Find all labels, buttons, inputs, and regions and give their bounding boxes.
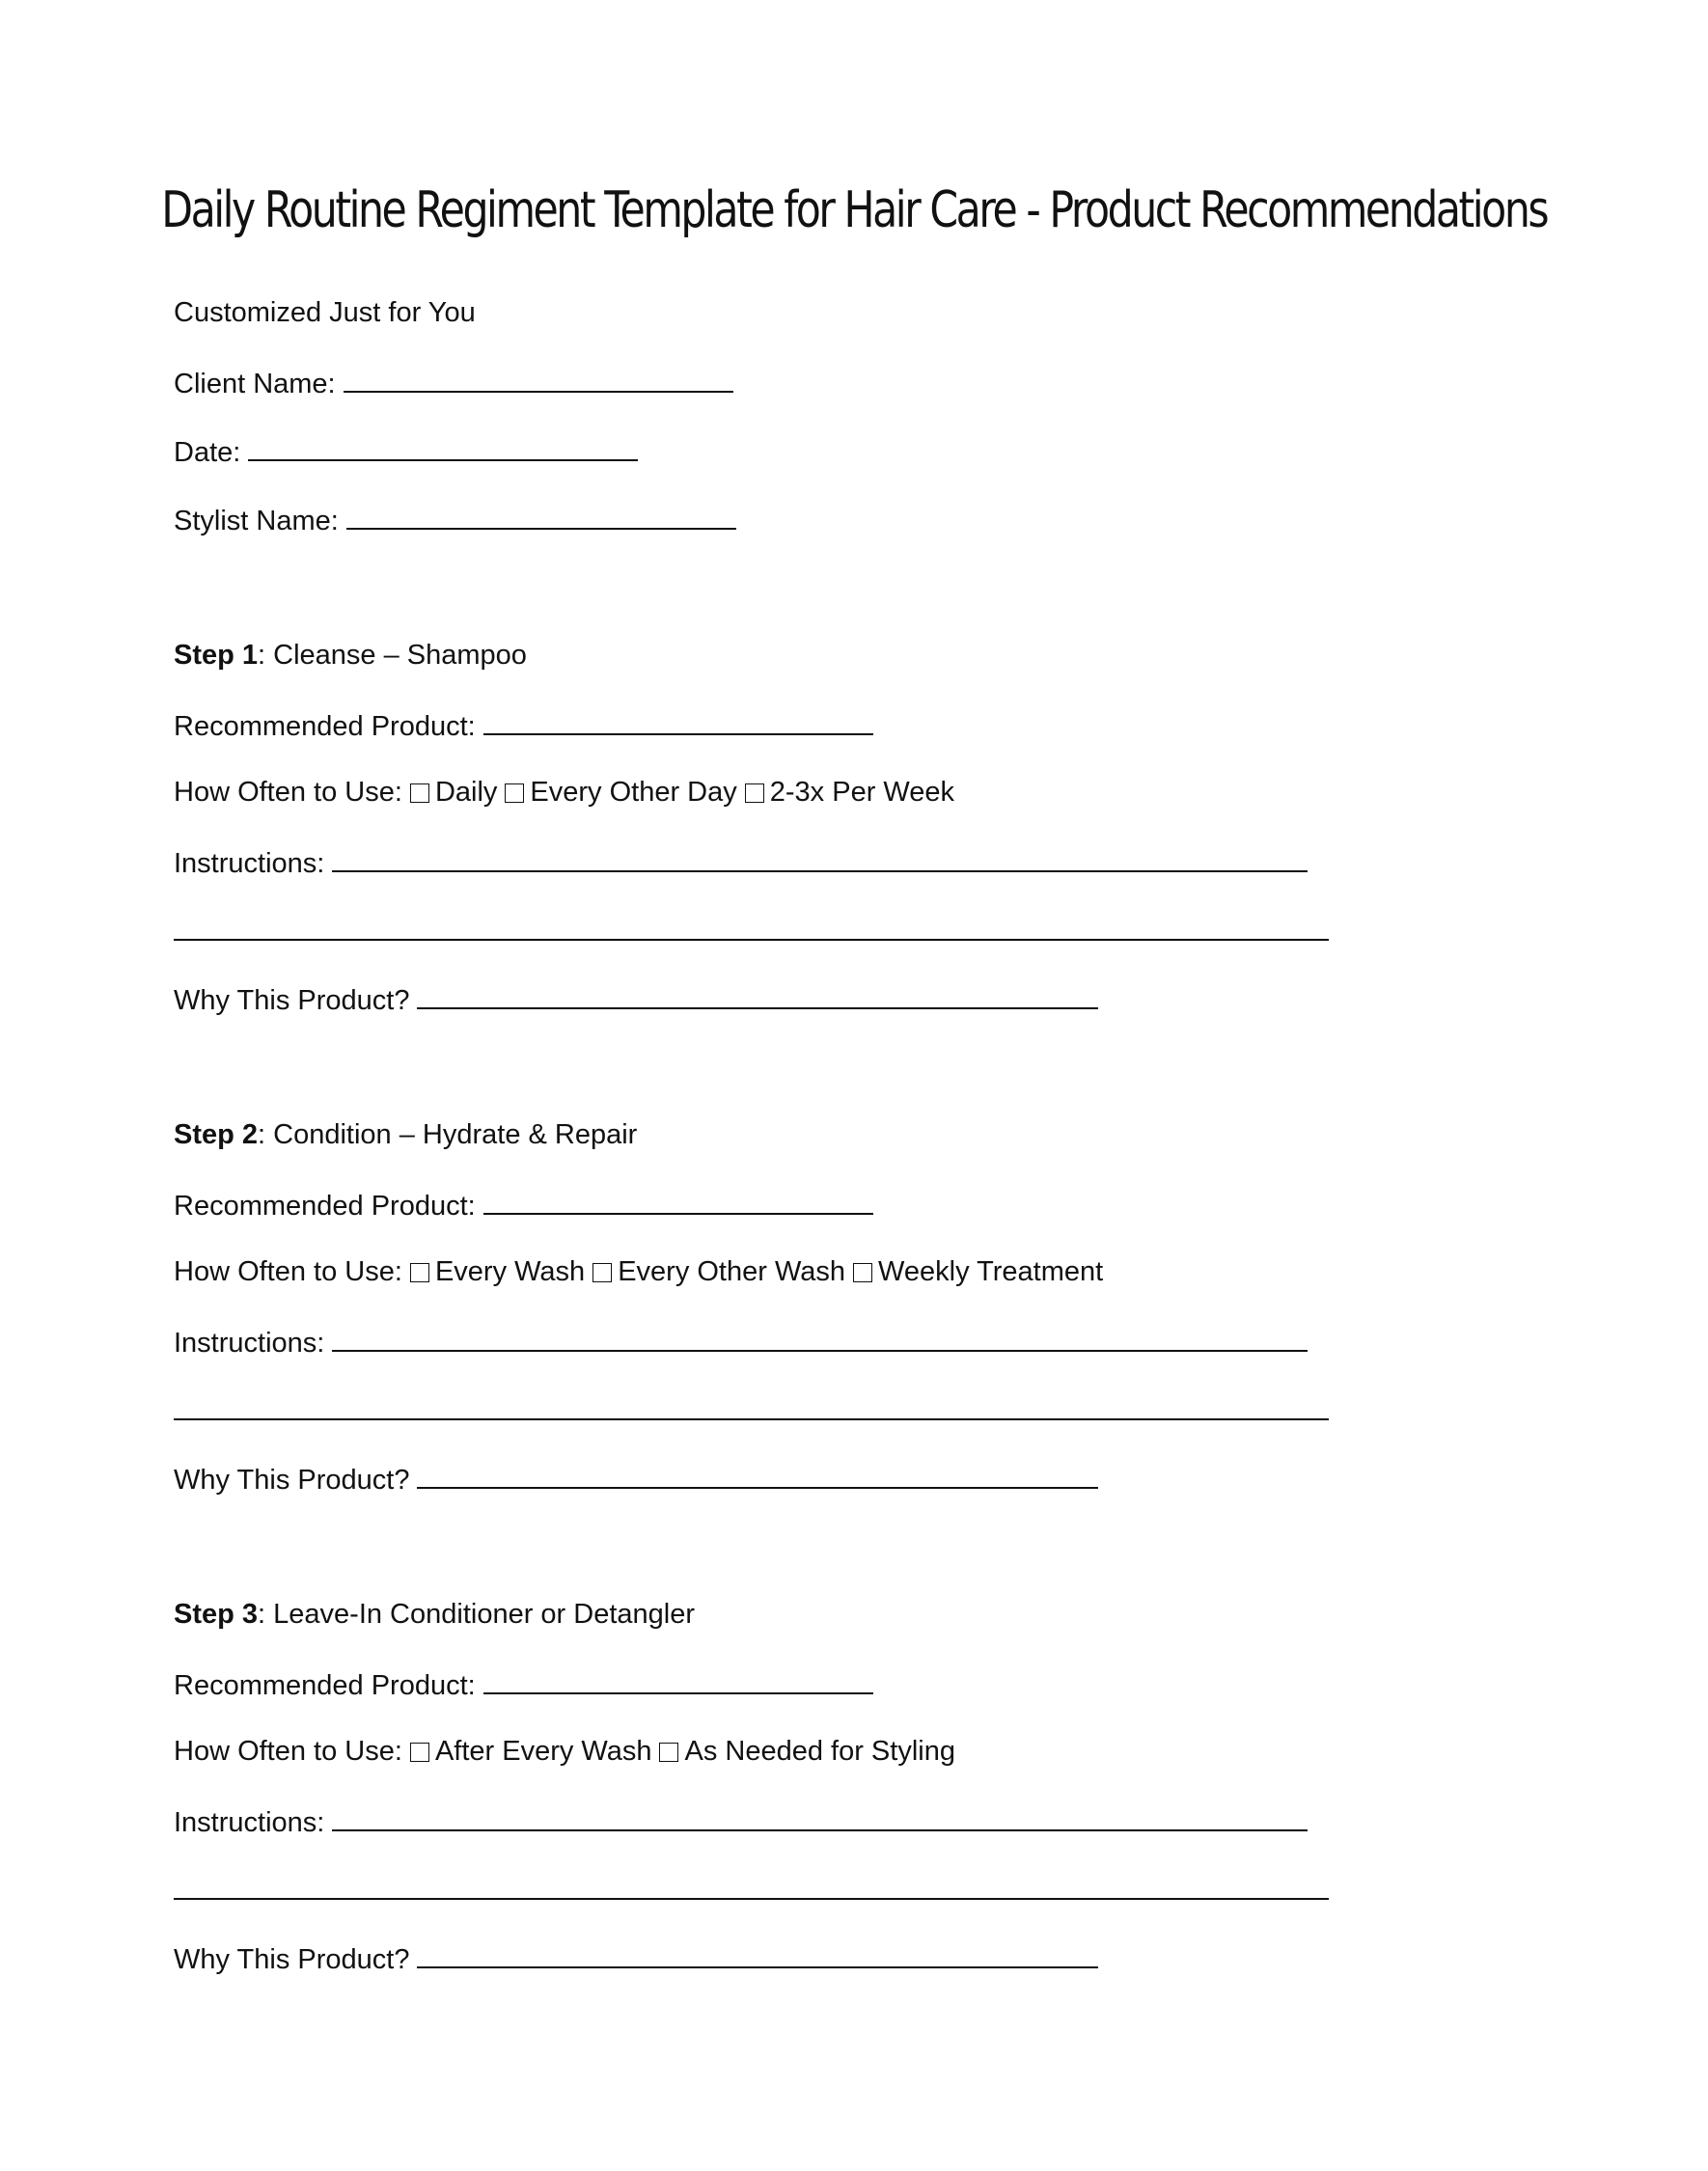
step-2-frequency-label: How Often to Use: xyxy=(174,1256,402,1287)
step-2-product-field[interactable] xyxy=(483,1186,873,1215)
step-3-frequency-label: How Often to Use: xyxy=(174,1736,402,1767)
step-1-why-field[interactable] xyxy=(417,980,1098,1009)
step-1-instructions-row xyxy=(174,843,1308,881)
step-2-heading xyxy=(174,1117,637,1152)
step-2-instructions-label: Instructions: xyxy=(174,1328,325,1359)
step-1-instructions-field-2[interactable] xyxy=(174,912,1329,941)
step-2-label: Step 2 xyxy=(174,1119,259,1150)
date-label: Date: xyxy=(174,437,241,468)
stylist-name-field[interactable] xyxy=(346,501,736,530)
step-1-instructions-field[interactable] xyxy=(332,843,1308,872)
step-2-option-1-checkbox[interactable] xyxy=(410,1263,429,1282)
step-1-label: Step 1 xyxy=(174,640,259,671)
step-1-title: : Cleanse – Shampoo xyxy=(258,640,527,671)
step-3-why-label: Why This Product? xyxy=(174,1944,410,1975)
step-1-instructions-continuation xyxy=(174,912,1329,949)
step-2-instructions-field[interactable] xyxy=(332,1323,1308,1352)
step-1-product-field[interactable] xyxy=(483,706,873,735)
step-2-instructions-continuation xyxy=(174,1391,1329,1429)
step-1-instructions-label: Instructions: xyxy=(174,848,325,879)
step-3-product-row xyxy=(174,1665,873,1703)
page-title: Daily Routine Regiment Template for Hair Care - Product Recommendations xyxy=(161,181,1548,239)
step-1-product-row xyxy=(174,706,873,744)
step-1-why-row xyxy=(174,980,1098,1018)
step-2-instructions-row xyxy=(174,1323,1308,1360)
step-3-option-2-checkbox[interactable] xyxy=(659,1743,678,1762)
step-2-product-row xyxy=(174,1186,873,1223)
step-1-option-1-checkbox[interactable] xyxy=(410,783,429,803)
step-3-label: Step 3 xyxy=(174,1599,259,1630)
client-name-label: Client Name: xyxy=(174,369,336,399)
step-3-instructions-field[interactable] xyxy=(332,1802,1308,1831)
step-3-frequency-row xyxy=(174,1734,955,1769)
step-3-option-1-label: After Every Wash xyxy=(434,1736,652,1767)
date-row xyxy=(174,432,638,470)
step-3-title: : Leave-In Conditioner or Detangler xyxy=(258,1599,696,1630)
step-2-title: : Condition – Hydrate & Repair xyxy=(258,1119,638,1150)
step-1-option-2-checkbox[interactable] xyxy=(505,783,524,803)
subtitle: Customized Just for You xyxy=(174,297,476,328)
step-3-option-2-label: As Needed for Styling xyxy=(684,1736,955,1767)
step-1-product-label: Recommended Product: xyxy=(174,711,476,742)
step-3-option-1-checkbox[interactable] xyxy=(410,1743,429,1762)
step-2-option-1-label: Every Wash xyxy=(434,1256,586,1287)
step-2-option-3-label: Weekly Treatment xyxy=(878,1256,1104,1287)
step-2-option-2-label: Every Other Wash xyxy=(618,1256,846,1287)
step-3-instructions-row xyxy=(174,1802,1308,1840)
step-1-option-3-label: 2-3x Per Week xyxy=(769,777,955,808)
step-2-option-3-checkbox[interactable] xyxy=(853,1263,872,1282)
client-name-field[interactable] xyxy=(344,364,733,393)
step-2-product-label: Recommended Product: xyxy=(174,1191,476,1222)
step-1-option-2-label: Every Other Day xyxy=(530,777,737,808)
step-1-heading xyxy=(174,638,527,673)
step-1-why-label: Why This Product? xyxy=(174,985,410,1016)
step-3-instructions-label: Instructions: xyxy=(174,1807,325,1838)
step-2-why-field[interactable] xyxy=(417,1460,1098,1489)
step-3-why-field[interactable] xyxy=(417,1939,1098,1968)
step-3-instructions-continuation xyxy=(174,1871,1329,1909)
step-1-option-1-label: Daily xyxy=(434,777,498,808)
stylist-name-row xyxy=(174,501,736,538)
step-3-heading xyxy=(174,1597,695,1632)
step-3-instructions-field-2[interactable] xyxy=(174,1871,1329,1900)
step-3-product-label: Recommended Product: xyxy=(174,1670,476,1701)
step-1-option-3-checkbox[interactable] xyxy=(745,783,764,803)
client-name-row xyxy=(174,364,733,401)
step-2-option-2-checkbox[interactable] xyxy=(592,1263,612,1282)
step-3-why-row xyxy=(174,1939,1098,1977)
step-2-instructions-field-2[interactable] xyxy=(174,1391,1329,1420)
step-3-product-field[interactable] xyxy=(483,1665,873,1694)
step-2-why-label: Why This Product? xyxy=(174,1465,410,1496)
step-1-frequency-row xyxy=(174,775,954,810)
stylist-name-label: Stylist Name: xyxy=(174,506,339,536)
step-1-frequency-label: How Often to Use: xyxy=(174,777,402,808)
step-2-frequency-row xyxy=(174,1254,1103,1289)
date-field[interactable] xyxy=(248,432,638,461)
step-2-why-row xyxy=(174,1460,1098,1498)
